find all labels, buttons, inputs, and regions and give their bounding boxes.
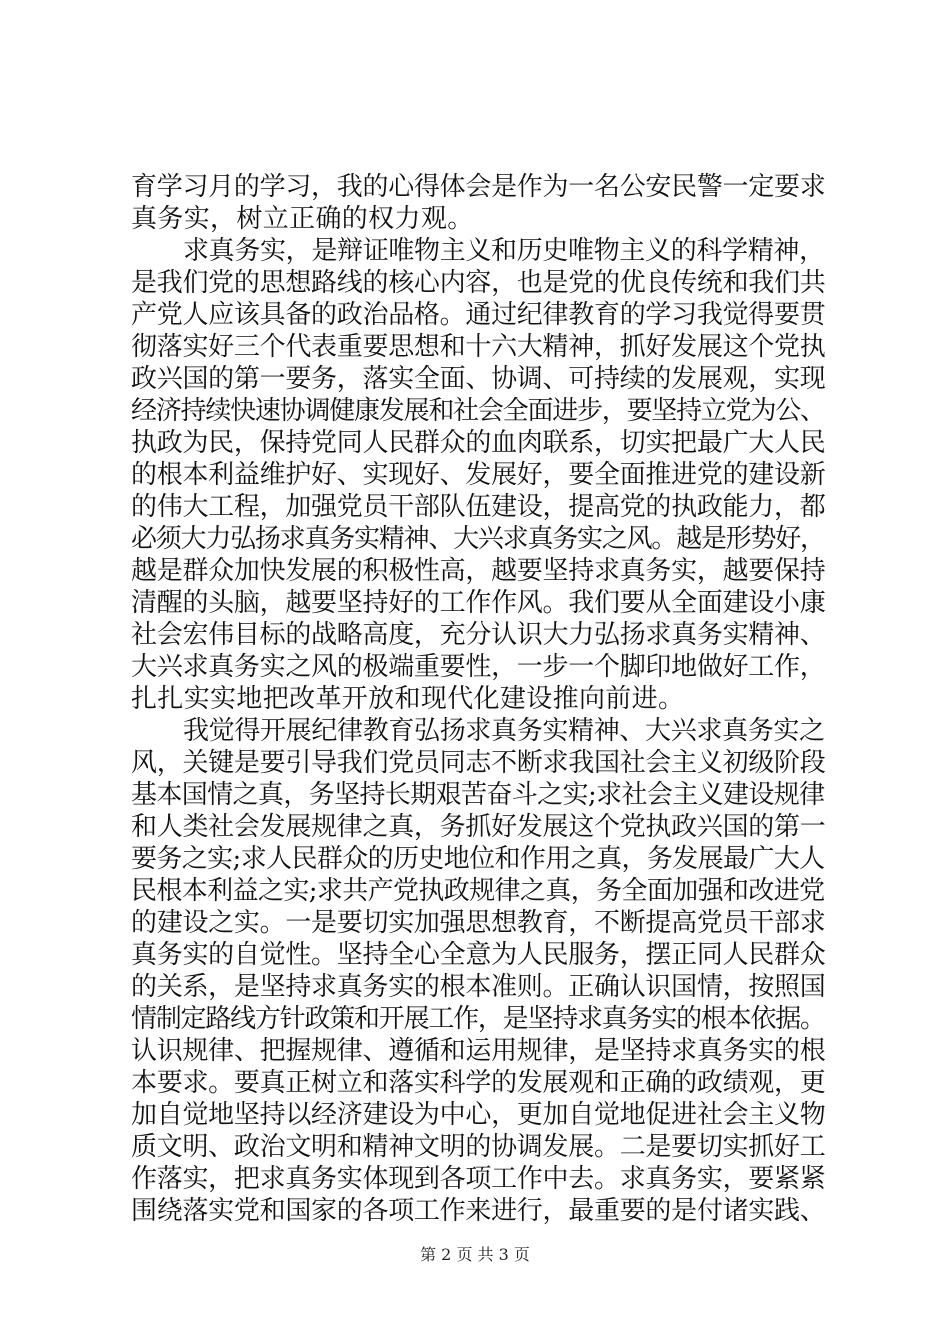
text-line: 政兴国的第一要务，落实全面、协调、可持续的发展观，实现 [131,364,826,394]
text-line: 作落实，把求真务实体现到各项工作中去。求真务实，要紧紧 [131,1164,826,1194]
text-line: 真务实的自觉性。坚持全心全意为人民服务，摆正同人民群众 [131,940,826,970]
text-line: 产党人应该具备的政治品格。通过纪律教育的学习我觉得要贯 [131,300,826,330]
text-line: 执政为民，保持党同人民群众的血肉联系，切实把最广大人民 [131,428,826,458]
text-line: 民根本利益之实;求共产党执政规律之真，务全面加强和改进党 [131,876,825,906]
text-line: 和人类社会发展规律之真，务抓好发展这个党执政兴国的第一 [131,812,826,842]
text-line: 社会宏伟目标的战略高度，充分认识大力弘扬求真务实精神、 [131,620,826,650]
text-line: 认识规律、把握规律、遵循和运用规律，是坚持求真务实的根 [131,1036,826,1066]
text-line: 大兴求真务实之风的极端重要性，一步一个脚印地做好工作， [131,652,826,682]
text-line: 必须大力弘扬求真务实精神、大兴求真务实之风。越是形势好， [131,524,825,554]
text-line: 加自觉地坚持以经济建设为中心，更加自觉地促进社会主义物 [131,1100,826,1130]
text-line: 的关系，是坚持求真务实的根本准则。正确认识国情，按照国 [131,972,826,1002]
text-line: 扎扎实实地把改革开放和现代化建设推向前进。 [131,684,685,714]
text-line: 的根本利益维护好、实现好、发展好，要全面推进党的建设新 [131,460,826,490]
text-line: 本要求。要真正树立和落实科学的发展观和正确的政绩观，更 [131,1068,826,1098]
text-line: 经济持续快速协调健康发展和社会全面进步，要坚持立党为公、 [131,396,825,426]
text-line: 情制定路线方针政策和开展工作，是坚持求真务实的根本依据。 [131,1004,825,1034]
text-line: 求真务实，是辩证唯物主义和历史唯物主义的科学精神， [183,236,825,266]
text-line: 的建设之实。一是要切实加强思想教育，不断提高党员干部求 [131,908,826,938]
text-line: 真务实，树立正确的权力观。 [131,204,474,234]
text-line: 我觉得开展纪律教育弘扬求真务实精神、大兴求真务实之 [183,716,825,746]
text-line: 育学习月的学习，我的心得体会是作为一名公安民警一定要求 [131,172,826,202]
text-line: 越是群众加快发展的积极性高，越要坚持求真务实，越要保持 [131,556,826,586]
text-line: 的伟大工程，加强党员干部队伍建设，提高党的执政能力，都 [131,492,826,522]
text-line: 风，关键是要引导我们党员同志不断求我国社会主义初级阶段 [131,748,826,778]
text-line: 彻落实好三个代表重要思想和十六大精神，抓好发展这个党执 [131,332,826,362]
text-line: 要务之实;求人民群众的历史地位和作用之真，务发展最广大人 [131,844,825,874]
text-line: 清醒的头脑，越要坚持好的工作作风。我们要从全面建设小康 [131,588,826,618]
text-line: 基本国情之真，务坚持长期艰苦奋斗之实;求社会主义建设规律 [131,780,825,810]
page-footer: 第 2 页 共 3 页 [420,1245,530,1264]
text-line: 围绕落实党和国家的各项工作来进行，最重要的是付诸实践、 [131,1196,826,1226]
text-line: 是我们党的思想路线的核心内容，也是党的优良传统和我们共 [131,268,826,298]
text-line: 质文明、政治文明和精神文明的协调发展。二是要切实抓好工 [131,1132,826,1162]
document-body [131,171,825,1227]
